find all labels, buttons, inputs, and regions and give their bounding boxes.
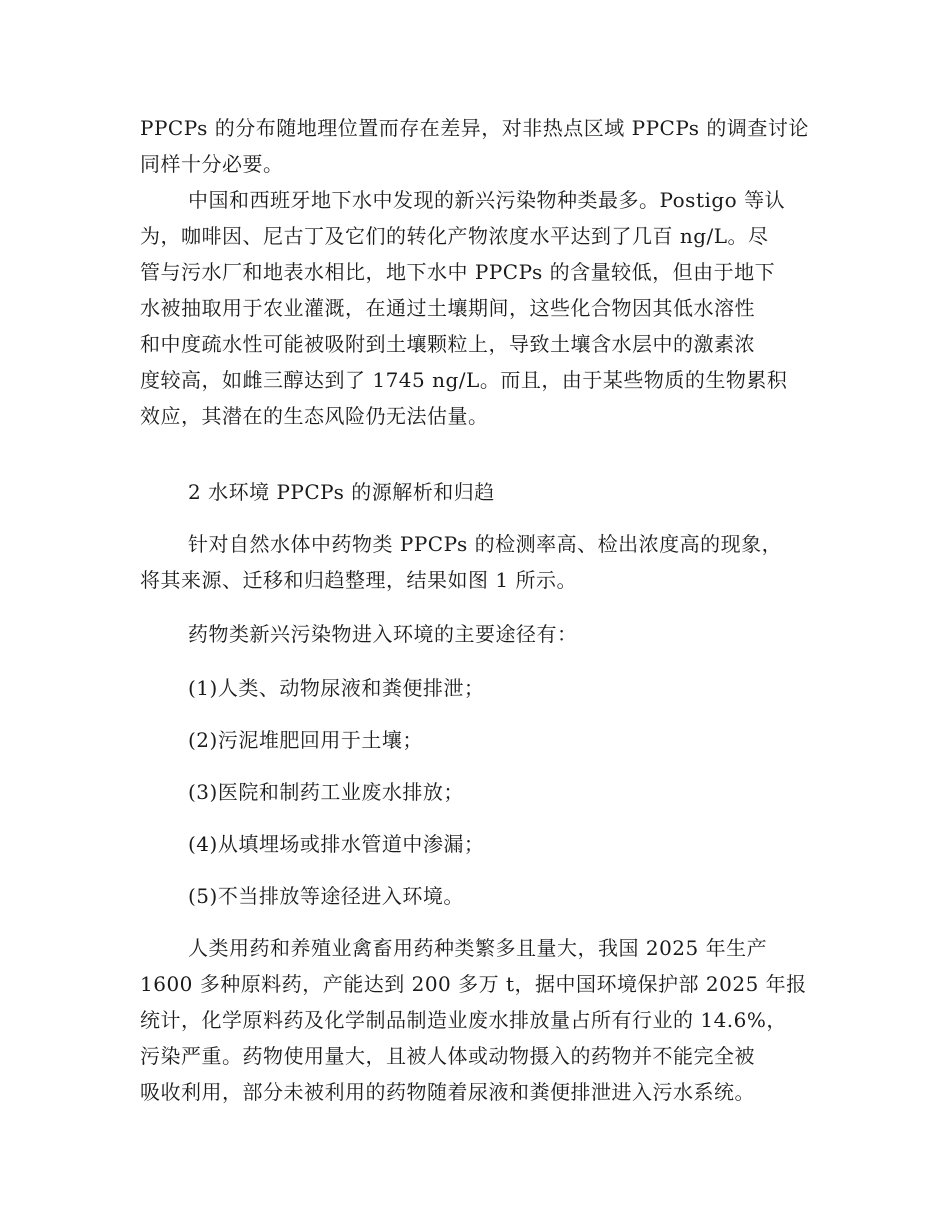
text-line: 吸收利用，部分未被利用的药物随着尿液和粪便排泄进入污水系统。 (140, 1080, 755, 1104)
text-line: 污染严重。药物使用量大，且被人体或动物摄入的药物并不能完全被 (140, 1044, 755, 1068)
text-line: (5)不当排放等途径进入环境。 (188, 884, 464, 908)
text-line: 将其来源、迁移和归趋整理，结果如图 1 所示。 (140, 568, 577, 592)
text-line: (4)从填埋场或排水管道中渗漏； (188, 832, 485, 856)
text-line: 管与污水厂和地表水相比，地下水中 PPCPs 的含量较低，但由于地下 (140, 260, 776, 284)
list-item-pathway-2 (140, 722, 820, 758)
paragraph-detection (140, 526, 820, 598)
text-line: PPCPs 的分布随地理位置而存在差异，对非热点区域 PPCPs 的调查讨论 (140, 116, 809, 140)
text-line: 针对自然水体中药物类 PPCPs 的检测率高、检出浓度高的现象， (188, 532, 783, 556)
text-line: (2)污泥堆肥回用于土壤； (188, 728, 423, 752)
text-line: (3)医院和制药工业废水排放； (188, 780, 464, 804)
text-line: 和中度疏水性可能被吸附到土壤颗粒上，导致土壤含水层中的激素浓 (140, 332, 755, 356)
section-heading-text: 2 水环境 PPCPs 的源解析和归趋 (188, 480, 495, 504)
text-line: 统计，化学原料药及化学制品制造业废水排放量占所有行业的 14.6%， (140, 1008, 787, 1032)
text-line: (1)人类、动物尿液和粪便排泄； (188, 676, 485, 700)
list-item-pathway-4 (140, 826, 820, 862)
text-line: 中国和西班牙地下水中发现的新兴污染物种类最多。Postigo 等认 (188, 188, 786, 212)
paragraph-pathways-intro (140, 616, 820, 652)
text-line: 效应，其潜在的生态风险仍无法估量。 (140, 404, 489, 428)
list-item-pathway-3 (140, 774, 820, 810)
text-line: 药物类新兴污染物进入环境的主要途径有： (188, 622, 578, 646)
list-item-pathway-5 (140, 878, 820, 914)
text-line: 度较高，如雌三醇达到了 1745 ng/L。而且，由于某些物质的生物累积 (140, 368, 788, 392)
section-heading (140, 474, 820, 510)
text-line: 1600 多种原料药，产能达到 200 多万 t，据中国环境保护部 2025 年报 (140, 972, 807, 996)
paragraph-drug-usage (140, 930, 820, 1110)
text-line: 人类用药和养殖业禽畜用药种类繁多且量大，我国 2025 年生产 (188, 936, 768, 960)
text-line: 水被抽取用于农业灌溉，在通过土壤期间，这些化合物因其低水溶性 (140, 296, 755, 320)
text-line: 同样十分必要。 (140, 152, 284, 176)
text-line: 为，咖啡因、尼古丁及它们的转化产物浓度水平达到了几百 ng/L。尽 (140, 224, 769, 248)
paragraph-groundwater (140, 182, 820, 434)
paragraph-ppcps-distribution (140, 110, 820, 182)
list-item-pathway-1 (140, 670, 820, 706)
